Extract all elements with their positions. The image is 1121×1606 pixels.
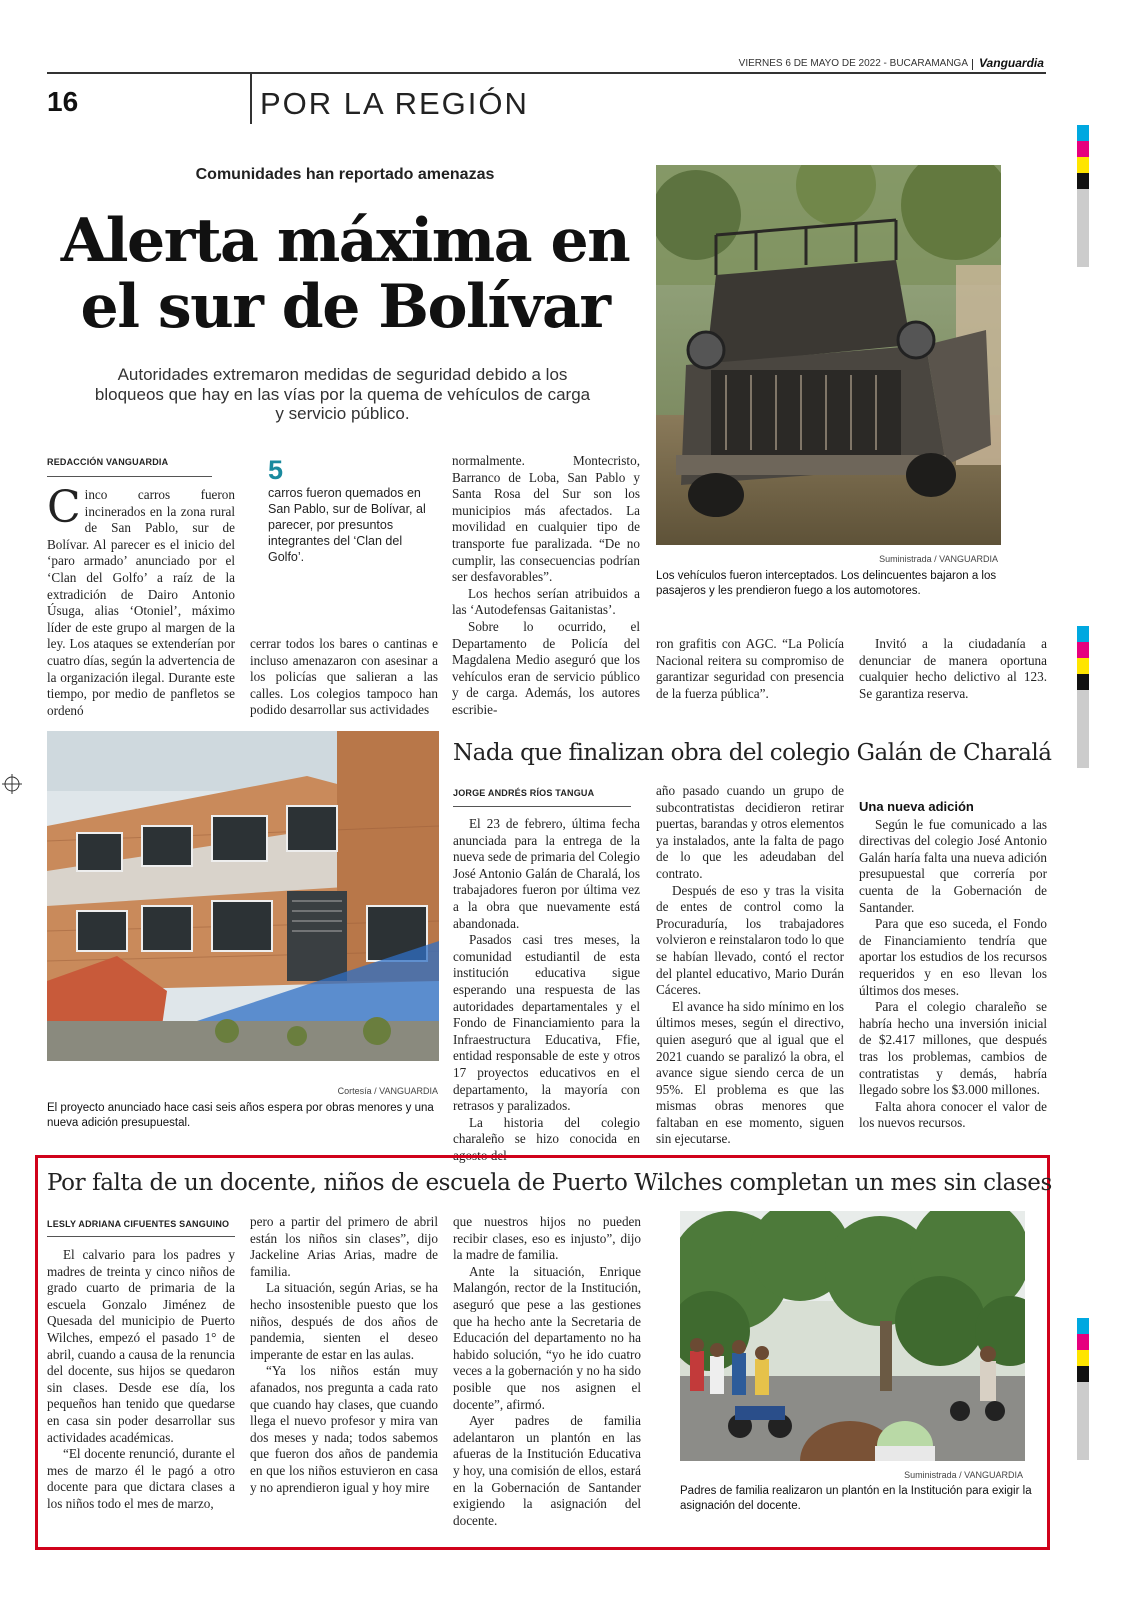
article2-col3-p2: Para que eso suceda, el Fondo de Financiamiento tendría que aportar los estudios de los recursos requeridos y en eso llevan los últimos dos meses. bbox=[859, 916, 1047, 998]
highlight-number: 5 bbox=[268, 455, 284, 485]
article2-byline-rule bbox=[453, 806, 631, 807]
article1-headline-line1: Alerta máxima en bbox=[60, 206, 630, 276]
article2-photo bbox=[47, 731, 439, 1061]
article3-col1-p2: “El docente renunció, durante el mes de marzo él le pagó a otro docente para que dictara clases a los niños todo el mes de marzo, bbox=[47, 1446, 235, 1511]
brand-logo: Vanguardia bbox=[979, 56, 1044, 70]
article1-headline-line2: el sur de Bolívar bbox=[80, 272, 610, 342]
article3-photo-credit: Suministrada / VANGUARDIA bbox=[904, 1470, 1023, 1480]
article1-photo-credit: Suministrada / VANGUARDIA bbox=[879, 554, 998, 564]
article3-byline-rule bbox=[47, 1236, 235, 1237]
article2-col3-p1: Según le fue comunicado a las directivas del colegio José Antonio Galán haría falta una nueva adición presupuestal que correría por cuenta de la Gobernación de Santander. bbox=[859, 816, 1047, 915]
dateline-separator bbox=[972, 59, 973, 70]
article3-photo bbox=[680, 1211, 1025, 1461]
article2-col1 bbox=[453, 816, 640, 1164]
highlight-text: carros fueron quemados en San Pablo, sur de Bolívar, al parecer, por presuntos integrantes del ‘Clan del Golfo’. bbox=[268, 486, 426, 564]
article2-col3 bbox=[859, 799, 1047, 1132]
article1-col2 bbox=[250, 636, 438, 719]
article1-deck: Autoridades extremaron medidas de seguridad debido a los bloqueos que hay en las vías por la quema de vehículos de carga y servicio público. bbox=[94, 365, 591, 423]
article1-byline: REDACCIÓN VANGUARDIA bbox=[47, 457, 169, 467]
section-title: POR LA REGIÓN bbox=[260, 86, 529, 121]
article1-kicker: Comunidades han reportado amenazas bbox=[195, 166, 495, 183]
article2-headline: Nada que finalizan obra del colegio Galán de Charalá bbox=[453, 740, 1052, 766]
article1-col3 bbox=[452, 453, 640, 719]
article3-col2-p3: “Ya los niños están muy afanados, nos pregunta a cada rato que cuando hay clases, que cuando llega el nuevo profesor y mira van dos meses y nada; todos sabemos que fueron dos años de pandemia en que los niños estuvieron en casa y no aprendieron igual y hoy mire bbox=[250, 1363, 438, 1495]
article1-col3-p2: Los hechos serían atribuidos a las ‘Autodefensas Gaitanistas’. bbox=[452, 585, 640, 618]
article2-col3-p3: Para el colegio charaleño se habría hecho una inversión inicial de $2.417 millones, que después tras los problemas, cambios de contratistas y demás, habría llegado sobre los $3.000 millones. bbox=[859, 999, 1047, 1098]
article2-col3-p4: Falta ahora conocer el valor de los nuevos recursos. bbox=[859, 1098, 1047, 1131]
article3-col1 bbox=[47, 1247, 235, 1513]
article3-headline: Por falta de un docente, niños de escuela de Puerto Wilches completan un mes sin clases bbox=[47, 1170, 1052, 1196]
article3-col2-p1: pero a partir del primero de abril están los niños sin clases”, dijo Jackeline Arias Arias, madre de familia. bbox=[250, 1214, 438, 1279]
article1-col1-text: inco carros fueron incinerados en la zona rural de San Pablo, sur de Bolívar. Al parecer es el inicio del ‘paro armado’ anunciado por el ‘Clan del Golfo’ a raíz de la extradición de Dairo Antonio Úsuga, alias ‘Otoniel’, máximo líder de este grupo al margen de la ley. Los ataques se extenderían por cuatro días, según la advertencia de la organización ilegal. Durante este tiempo, por medio de panfletos se ordenó bbox=[47, 487, 235, 718]
article3-col3-p1: que nuestros hijos no pueden recibir clases, eso es injusto”, dijo la madre de familia. bbox=[453, 1214, 641, 1263]
article1-col1 bbox=[47, 482, 235, 719]
article1-photo bbox=[656, 165, 1001, 545]
article2-col1-p1: El 23 de febrero, última fecha anunciada para la entrega de la nueva sede de primaria del Colegio José Antonio Galán de Charalá, los trabajadores fueron por última vez a la obra que nuevamente está abandonada. bbox=[453, 816, 640, 931]
article3-col3 bbox=[453, 1214, 641, 1529]
color-registration-bar-top bbox=[1077, 125, 1089, 267]
article1-highlight bbox=[268, 455, 440, 565]
article3-byline: LESLY ADRIANA CIFUENTES SANGUINO bbox=[47, 1219, 230, 1229]
burned-vehicle-image bbox=[656, 165, 1001, 545]
article2-col2-p1: año pasado cuando un grupo de subcontratistas decidieron retirar puertas, barandas y otros elementos ya instalados, ante la falta de pago de lo que les adeudaban del contrato. bbox=[656, 783, 844, 881]
article2-col2-p2: Después de eso y tras la visita de entes de control como la Procuraduría, los trabajadores volvieron e reinstalaron todo lo que se habían llevado, contó el rector del plantel educativo, Mario Durán Cáceres. bbox=[656, 882, 844, 998]
article1-col4 bbox=[656, 636, 844, 702]
article1-headline bbox=[60, 208, 630, 340]
dateline: VIERNES 6 DE MAYO DE 2022 - BUCARAMANGA bbox=[738, 58, 968, 69]
registration-mark-icon bbox=[2, 774, 22, 794]
article3-photo-caption: Padres de familia realizaron un plantón en la Institución para exigir la asignación del docente. bbox=[680, 1485, 1032, 1512]
article2-col1-p3: La historia del colegio charaleño se hizo conocida en agosto del bbox=[453, 1114, 640, 1163]
article3-col2-p2: La situación, según Arias, se ha hecho insostenible puesto que los niños, después de dos años de pandemia, sienten el deseo imperante de estar en las aulas. bbox=[250, 1280, 438, 1362]
article1-col3-p1: normalmente. Montecristo, Barranco de Loba, San Pablo y Santa Rosa del Sur son los municipios más afectados. La movilidad en cualquier tipo de transporte fue paralizada. “De no cumplir, las consecuencias podrían ser desfavorables”. bbox=[452, 453, 640, 585]
article2-subhead: Una nueva adición bbox=[859, 799, 974, 814]
article2-col2-p3: El avance ha sido mínimo en los últimos meses, según el directivo, quien aseguró que al igual que el 2021 cuando se paralizó la obra, el avance sigue siendo cerca de un 95%. El problema es que las mismas obras menores que faltaban en ese momento, siguen sin ejecutarse. bbox=[656, 998, 844, 1147]
section-divider bbox=[250, 74, 252, 124]
article3-col3-p2: Ante la situación, Enrique Malangón, rector de la Institución, aseguró que pese a las gestiones que ha hecho ante la Secretaria de Educación del departamento no ha habido solución, “yo he ido cuatro veces a la gobernación y no ha sido posible que nos asignen el docente”, afirmó. bbox=[453, 1263, 641, 1412]
school-building-image bbox=[47, 731, 439, 1061]
article1-photo-caption: Los vehículos fueron interceptados. Los delincuentes bajaron a los pasajeros y les prendieron fuego a los automotores. bbox=[656, 570, 997, 597]
article3-col3-p3: Ayer padres de familia adelantaron un plantón en las afueras de la Institución Educativa y hoy, una comisión de ellos, estará en la Gobernación de Santander exigiendo la asignación del docente. bbox=[453, 1413, 641, 1528]
article1-col2-text: cerrar todos los bares o cantinas e incluso amenazaron con asesinar a los policías que salieran a las calles. Los colegios tampoco han podido desarrollar sus actividades bbox=[250, 636, 438, 718]
article2-photo-caption: El proyecto anunciado hace casi seis años espera por obras menores y una nueva adición presupuestal. bbox=[47, 1102, 434, 1129]
article1-byline-rule bbox=[47, 476, 212, 477]
color-registration-bar-middle bbox=[1077, 626, 1089, 768]
article3-col1-p1: El calvario para los padres y madres de treinta y cinco niños de grado cuarto de primaria de la escuela Gonzalo Jiménez de Quesada del municipio de Puerto Wilches, empezó el pasado 1° de abril, cuando a causa de la renuncia del docente, sus hijos se quedaron sin clases. Desde ese día, los pequeños han tenido que quedarse en casa sin poder desarrollar sus actividades académicas. bbox=[47, 1247, 235, 1445]
article2-byline: JORGE ANDRÉS RÍOS TANGUA bbox=[453, 788, 595, 798]
parents-protest-image bbox=[680, 1211, 1025, 1461]
header-rule bbox=[47, 72, 1046, 74]
article2-photo-credit: Cortesía / VANGUARDIA bbox=[337, 1086, 438, 1096]
page-number: 16 bbox=[47, 86, 79, 117]
article1-col5-text: Invitó a la ciudadanía a denunciar de manera oportuna cualquier hecho delictivo al 123. Se garantiza reserva. bbox=[859, 636, 1047, 701]
article3-col2 bbox=[250, 1214, 438, 1496]
article1-col3-p3: Sobre lo ocurrido, el Departamento de Policía del Magdalena Medio aseguró que los vehículos eran de servicio público y de carga. Además, los autores escribie- bbox=[452, 618, 640, 717]
article2-col1-p2: Pasados casi tres meses, la comunidad estudiantil de esta institución educativa sigue esperando una respuesta de las autoridades departamentales y el Fondo de Financiamiento para la Infraestructura Educativa, Ffie, entidad responsable de este y otros 17 proyectos educativos en el departamento, la mayoría con retrasos y paralizados. bbox=[453, 932, 640, 1114]
color-registration-bar-bottom bbox=[1077, 1318, 1089, 1460]
article1-col4-text: ron grafitis con AGC. “La Policía Nacional reitera su compromiso de garantizar seguridad con presencia de la fuerza pública”. bbox=[656, 636, 844, 701]
article1-dropcap: C bbox=[47, 482, 81, 533]
article2-col2 bbox=[656, 783, 844, 1148]
article1-col5 bbox=[859, 636, 1047, 702]
